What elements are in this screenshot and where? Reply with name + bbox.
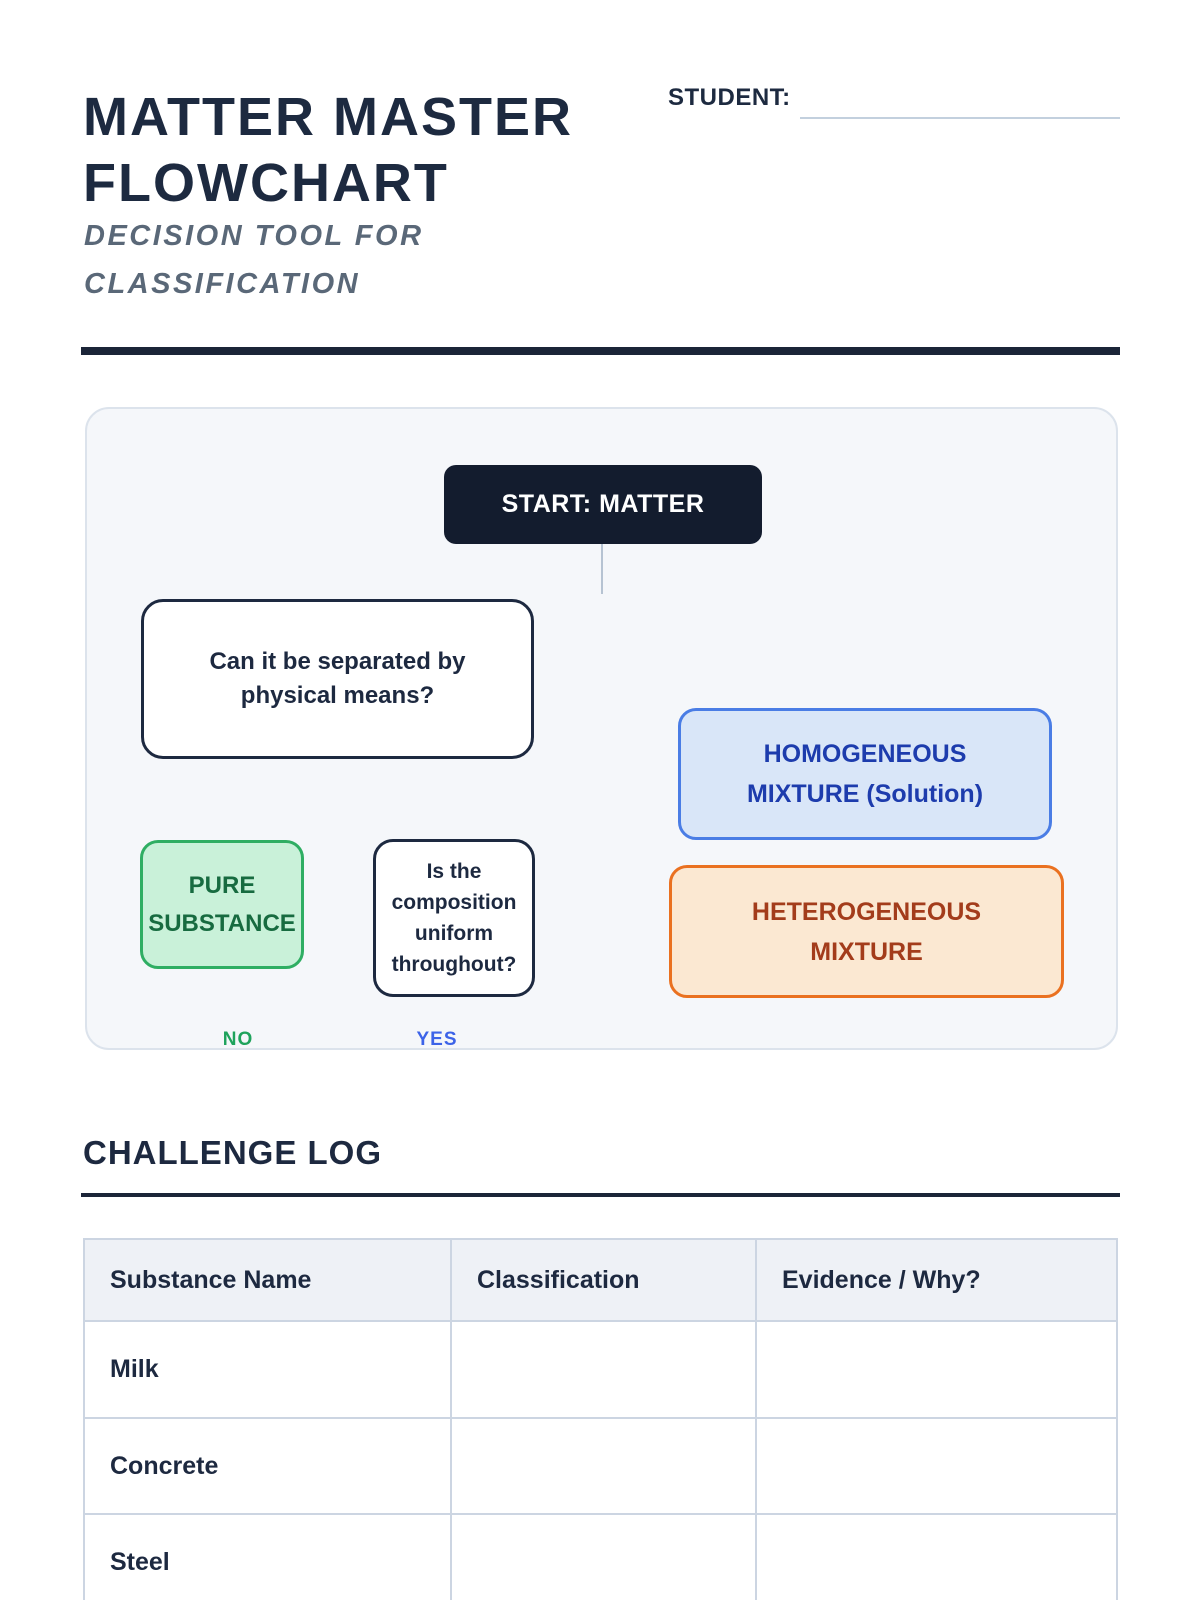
substance-name-cell: Steel bbox=[85, 1515, 452, 1600]
start-node-label: START: MATTER bbox=[501, 490, 705, 518]
pure-line1: PURE bbox=[188, 871, 256, 899]
homogeneous-line2: MIXTURE (Solution) bbox=[746, 780, 984, 808]
homogeneous-line1: HOMOGENEOUS bbox=[763, 740, 967, 768]
classification-answer-cell[interactable] bbox=[452, 1419, 757, 1515]
table-row-steel bbox=[85, 1515, 1118, 1600]
question2-line1: Is the bbox=[426, 860, 482, 883]
question1-line1: Can it be separated by bbox=[209, 648, 466, 675]
page-subtitle-line2: CLASSIFICATION bbox=[84, 268, 361, 300]
flowchart-node-pure-substance bbox=[140, 840, 304, 969]
page-title bbox=[83, 84, 573, 216]
flowchart-start-node bbox=[444, 465, 762, 544]
header-divider bbox=[81, 347, 1120, 355]
challenge-log-table bbox=[83, 1238, 1118, 1600]
page-subtitle-line1: DECISION TOOL FOR bbox=[84, 220, 424, 252]
heterogeneous-line2: MIXTURE bbox=[810, 937, 923, 966]
question2-line2: composition bbox=[391, 891, 517, 914]
student-label: STUDENT: bbox=[668, 84, 791, 111]
table-header-row bbox=[85, 1240, 1118, 1322]
table-row-milk bbox=[85, 1322, 1118, 1419]
classification-answer-cell[interactable] bbox=[452, 1515, 757, 1600]
page-title-line2: FLOWCHART bbox=[83, 153, 449, 213]
flowchart-connector-line bbox=[601, 544, 603, 594]
flowchart-node-heterogeneous-mixture bbox=[669, 865, 1064, 998]
pure-line2: SUBSTANCE bbox=[148, 909, 296, 937]
question2-line4: throughout? bbox=[391, 953, 517, 976]
column-header-substance-name: Substance Name bbox=[85, 1240, 452, 1322]
classification-answer-cell[interactable] bbox=[452, 1322, 757, 1419]
challenge-log-divider bbox=[81, 1193, 1120, 1197]
student-name-field[interactable] bbox=[800, 117, 1120, 119]
page-subtitle bbox=[84, 212, 424, 308]
evidence-answer-cell[interactable] bbox=[757, 1515, 1118, 1600]
evidence-answer-cell[interactable] bbox=[757, 1322, 1118, 1419]
edge-label-no: NO bbox=[222, 1029, 254, 1050]
challenge-log-heading: CHALLENGE LOG bbox=[83, 1134, 382, 1171]
flowchart-question-separation bbox=[141, 599, 534, 759]
page-title-line1: MATTER MASTER bbox=[83, 87, 573, 147]
column-header-evidence-why: Evidence / Why? bbox=[757, 1240, 1118, 1322]
heterogeneous-line1: HETEROGENEOUS bbox=[751, 897, 982, 926]
table-row-concrete bbox=[85, 1419, 1118, 1515]
edge-label-yes: YES bbox=[416, 1029, 458, 1050]
substance-name-cell: Milk bbox=[85, 1322, 452, 1419]
substance-name-cell: Concrete bbox=[85, 1419, 452, 1515]
question1-line2: physical means? bbox=[240, 682, 435, 709]
flowchart-node-homogeneous-mixture bbox=[678, 708, 1052, 840]
question2-line3: uniform bbox=[414, 922, 494, 945]
column-header-classification: Classification bbox=[452, 1240, 757, 1322]
flowchart-question-uniform-composition bbox=[373, 839, 535, 997]
flowchart-panel bbox=[85, 407, 1118, 1050]
evidence-answer-cell[interactable] bbox=[757, 1419, 1118, 1515]
